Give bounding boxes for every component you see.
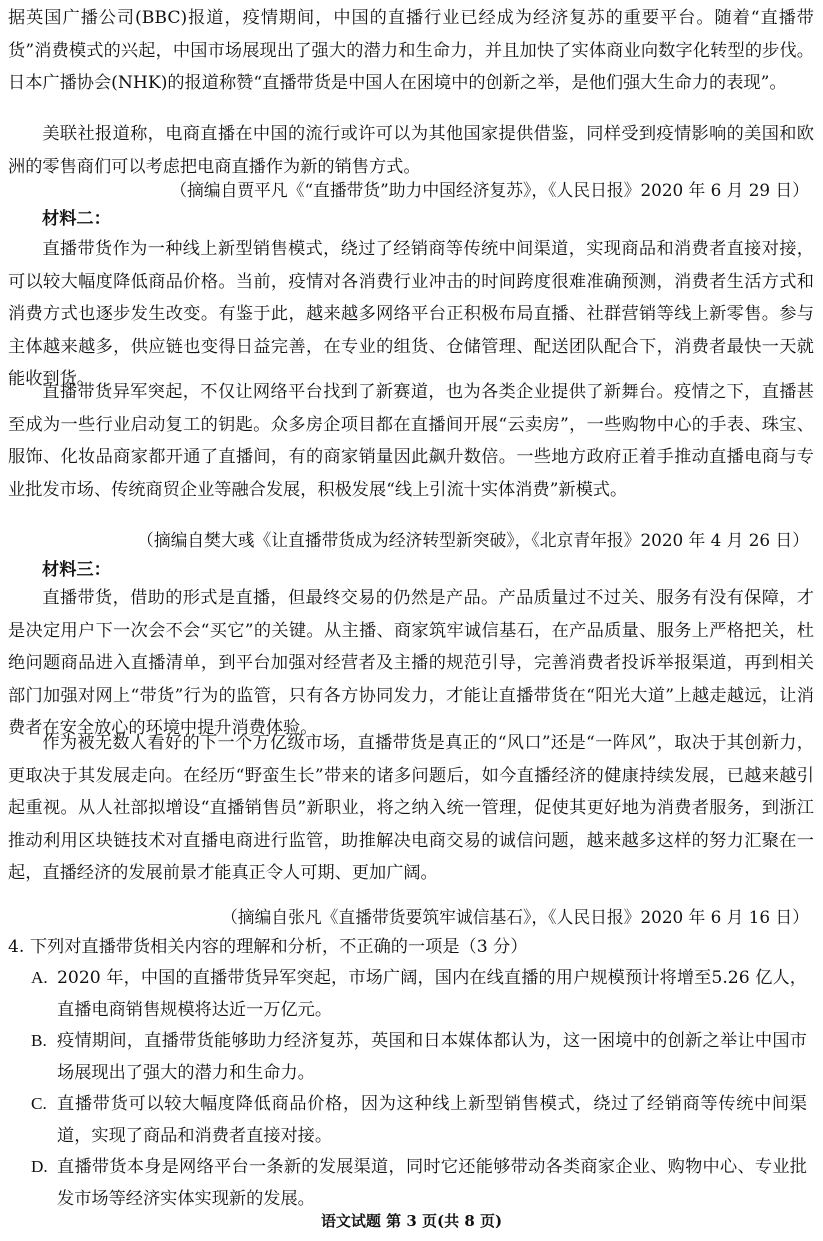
paragraph-material-three-1: 直播带货，借助的形式是直播，但最终交易的仍然是产品。产品质量过不过关、服务有没有保障，才是决定用户下一次会不会“买它”的关键。从主播、商家筑牢诚信基石，在产品质量、服务上严格把关，杜绝问题商品进入直播清单，到平台加强对经营者及主播的规范引导，完善消费者投诉举报渠道，再到相关部门加强对网上“带货”行为的监管，只有各方协同发力，才能让直播带货在“阳光大道”上越走越远，让消费者在安全放心的环境中提升消费体验。 xyxy=(8,588,814,739)
option-c xyxy=(31,1088,807,1152)
source-citation-1: （摘编自贾平凡《“直播带货”助力中国经济复苏》，《人民日报》2020 年 6 月 29 日） xyxy=(170,180,809,200)
paragraph-material-two-2: 直播带货异军突起，不仅让网络平台找到了新赛道，也为各类企业提供了新舞台。疫情之下，直播甚至成为一些行业启动复工的钥匙。众多房企项目都在直播间开展“云卖房”，一些购物中心的手表、珠宝、服饰、化妆品商家都开通了直播间，有的商家销量因此飙升数倍。一些地方政府正着手推动直播电商与专业批发市场、传统商贸企业等融合发展，积极发展“线上引流十实体消费”新模式。 xyxy=(8,382,814,500)
paragraph-ap-report: 美联社报道称，电商直播在中国的流行或许可以为其他国家提供借鉴，同样受到疫情影响的美国和欧洲的零售商们可以考虑把电商直播作为新的销售方式。 xyxy=(8,124,814,177)
option-letter: C. xyxy=(31,1094,47,1113)
option-text: 疫情期间，直播带货能够助力经济复苏，英国和日本媒体都认为，这一困境中的创新之举让中国市场展现出了强大的潜力和生命力。 xyxy=(57,1031,807,1083)
question-stem: 4. 下列对直播带货相关内容的理解和分析，不正确的一项是（3 分） xyxy=(8,937,528,957)
paragraph-material-two-1: 直播带货作为一种线上新型销售模式，绕过了经销商等传统中间渠道，实现商品和消费者直接对接，可以较大幅度降低商品价格。当前，疫情对各消费行业冲击的时间跨度很难准确预测，消费者生活方式和消费方式也逐步发生改变。有鉴于此，越来越多网络平台正积极布局直播、社群营销等线上新零售。参与主体越来越多，供应链也变得日益完善，在专业的组货、仓储管理、配送团队配合下，消费者最快一天就能收到货。 xyxy=(8,239,814,390)
option-a xyxy=(31,962,807,1026)
source-citation-3: （摘编自张凡《直播带货要筑牢诚信基石》，《人民日报》2020 年 6 月 16 日） xyxy=(220,907,809,927)
material-two-heading: 材料二： xyxy=(42,209,111,229)
option-b xyxy=(31,1025,807,1089)
option-letter: B. xyxy=(31,1031,47,1050)
source-citation-2: （摘编自樊大彧《让直播带货成为经济转型新突破》，《北京青年报》2020 年 4 月 26 日） xyxy=(137,530,809,550)
option-text: 2020 年，中国的直播带货异军突起，市场广阔，国内在线直播的用户规模预计将增至5.26 亿人，直播电商销售规模将达近一万亿元。 xyxy=(57,968,807,1020)
page-footer: 语文试题 第 3 页(共 8 页) xyxy=(320,1212,503,1230)
paragraph-material-three-2: 作为被无数人看好的下一个万亿级市场，直播带货是真正的“风口”还是“一阵风”，取决于其创新力，更取决于其发展走向。在经历“野蛮生长”带来的诸多问题后，如今直播经济的健康持续发展，已越来越引起重视。从人社部拟增设“直播销售员”新职业，将之纳入统一管理，促使其更好地为消费者服务，到浙江推动利用区块链技术对直播电商进行监管，助推解决电商交易的诚信问题，越来越多这样的努力汇聚在一起，直播经济的发展前景才能真正令人可期、更加广阔。 xyxy=(8,733,814,884)
paragraph-bbc-report: 据英国广播公司(BBC)报道，疫情期间，中国的直播行业已经成为经济复苏的重要平台。随着“直播带货”消费模式的兴起，中国市场展现出了强大的潜力和生命力，并且加快了实体商业向数字化转型的步伐。日本广播协会(NHK)的报道称赞“直播带货是中国人在困境中的创新之举，是他们强大生命力的表现”。 xyxy=(8,8,814,94)
option-text: 直播带货本身是网络平台一条新的发展渠道，同时它还能够带动各类商家企业、购物中心、专业批发市场等经济实体实现新的发展。 xyxy=(57,1157,807,1209)
material-three-heading: 材料三： xyxy=(42,560,111,580)
option-text: 直播带货可以较大幅度降低商品价格，因为这种线上新型销售模式，绕过了经销商等传统中间渠道，实现了商品和消费者直接对接。 xyxy=(57,1094,807,1146)
option-d xyxy=(31,1151,807,1215)
option-letter: A. xyxy=(31,968,48,987)
option-letter: D. xyxy=(31,1157,48,1176)
